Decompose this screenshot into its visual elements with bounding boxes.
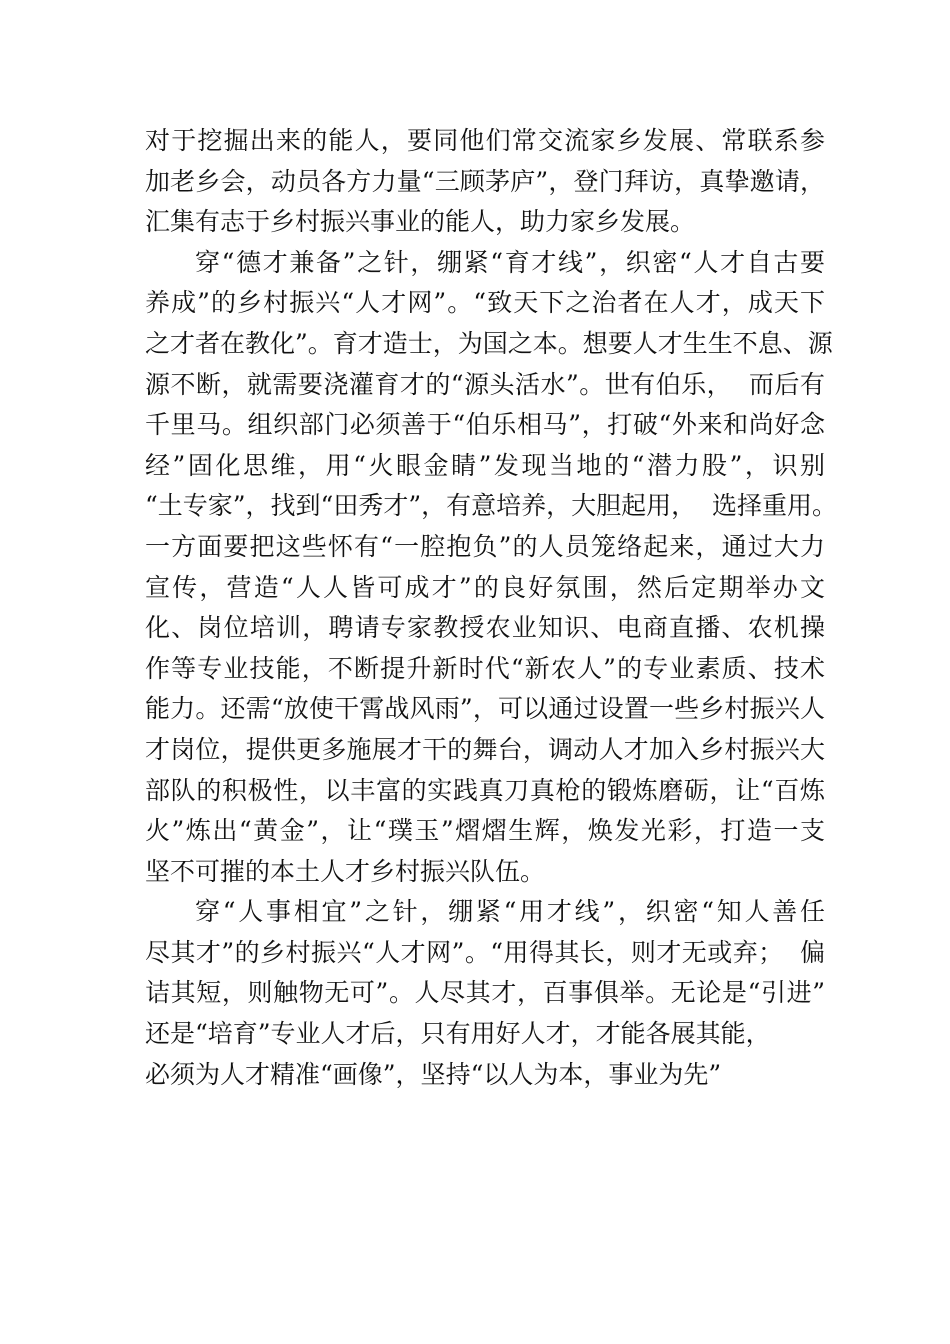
text-line: “土专家”，找到“田秀才”，有意培养，大胆起用， 选择重用。: [145, 491, 838, 521]
text-line: 汇集有志于乡村振兴事业的能人，助力家乡发展。: [145, 207, 696, 237]
text-line: 坚不可摧的本土人才乡村振兴队伍。: [145, 856, 546, 886]
text-line: 一方面要把这些怀有“一腔抱负”的人员笼络起来，通过大力: [145, 531, 825, 561]
document-body: [145, 121, 838, 1095]
text-line: 穿“德才兼备”之针，绷紧“育才线”，织密“人才自古要: [195, 247, 825, 277]
text-line: 化、岗位培训，聘请专家教授农业知识、电商直播、农机操: [145, 613, 825, 643]
text-line: 源不断，就需要浇灌育才的“源头活水”。世有伯乐， 而后有: [145, 369, 825, 399]
text-line: 还是“培育”专业人才后，只有用好人才，才能各展其能，: [145, 1019, 771, 1049]
text-line: 部队的积极性，以丰富的实践真刀真枪的锻炼磨砺，让“百炼: [145, 775, 825, 805]
text-line: 宣传，营造“人人皆可成才”的良好氛围，然后定期举办文: [145, 572, 825, 602]
text-line: 千里马。组织部门必须善于“伯乐相马”，打破“外来和尚好念: [145, 410, 825, 440]
text-line: 能力。还需“放使干霄战风雨”，可以通过设置一些乡村振兴人: [145, 694, 825, 724]
text-line: 火”炼出“黄金”，让“璞玉”熠熠生辉，焕发光彩，打造一支: [145, 816, 825, 846]
text-line: 尽其才”的乡村振兴“人才网”。“用得其长，则才无或弃； 偏: [145, 937, 825, 967]
text-line: 经”固化思维，用“火眼金睛”发现当地的“潜力股”，识别: [145, 450, 825, 480]
text-line: 才岗位，提供更多施展才干的舞台，调动人才加入乡村振兴大: [145, 734, 825, 764]
text-line: 作等专业技能，不断提升新时代“新农人”的专业素质、技术: [145, 653, 825, 683]
text-line: 养成”的乡村振兴“人才网”。“致天下之治者在人才，成天下: [145, 288, 825, 318]
text-line: 诘其短，则触物无可”。人尽其才，百事俱举。无论是“引进”: [145, 978, 825, 1008]
text-line: 穿“人事相宜”之针，绷紧“用才线”，织密“知人善任: [195, 897, 825, 927]
text-line: 加老乡会，动员各方力量“三顾茅庐”，登门拜访，真挚邀请，: [145, 166, 825, 196]
text-line: 必须为人才精准“画像”，坚持“以人为本，事业为先”: [145, 1059, 722, 1089]
text-line: 对于挖掘出来的能人，要同他们常交流家乡发展、常联系参: [145, 126, 825, 155]
text-line: 之才者在教化”。育才造士，为国之本。想要人才生生不息、源: [145, 328, 833, 358]
